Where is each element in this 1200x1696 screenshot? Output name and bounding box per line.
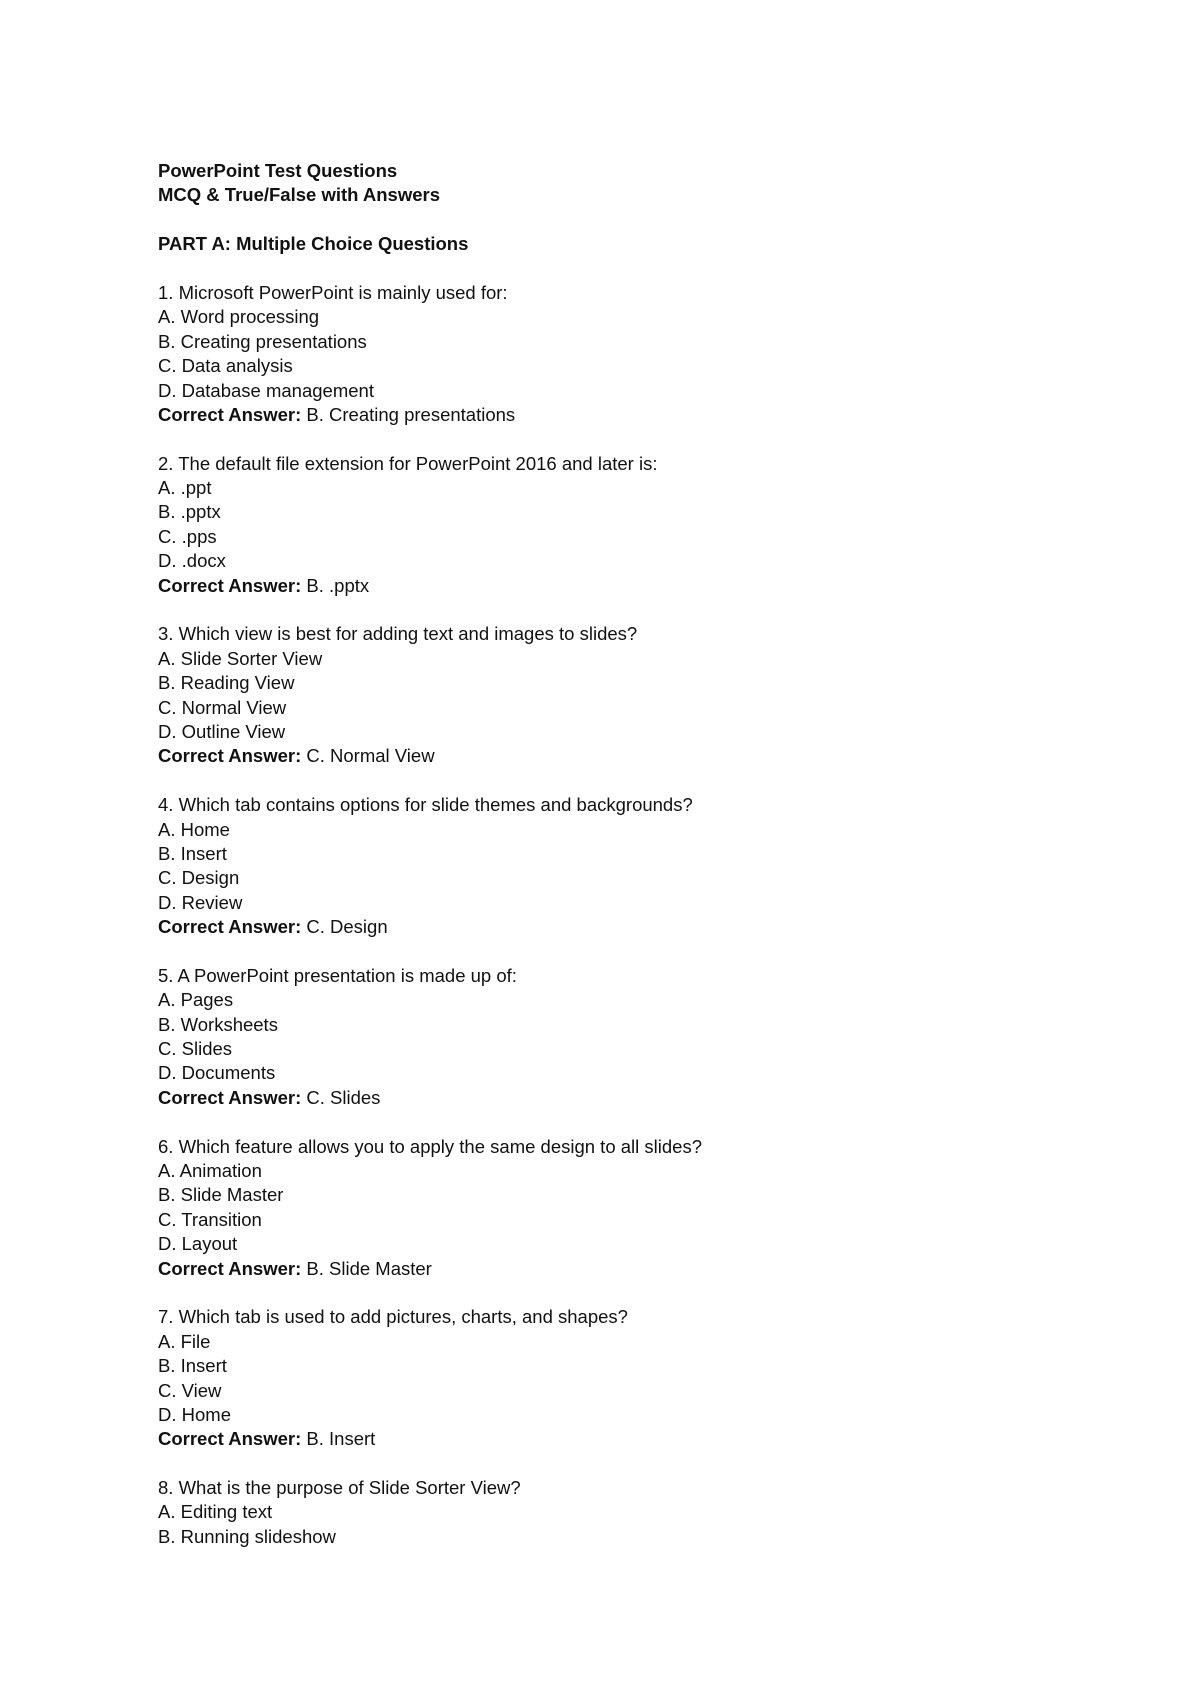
option-a: A. Home xyxy=(158,818,230,840)
option-b: B. Reading View xyxy=(158,672,295,694)
option-a: A. File xyxy=(158,1330,211,1352)
question-text: 6. Which feature allows you to apply the same design to all slides? xyxy=(158,1135,702,1157)
correct-answer xyxy=(158,403,1058,427)
question-text: 5. A PowerPoint presentation is made up of: xyxy=(158,964,517,986)
spacer xyxy=(158,427,1058,451)
option-d: D. Database management xyxy=(158,379,374,401)
answer-label: Correct Answer: xyxy=(158,916,302,938)
option-c: C. View xyxy=(158,1379,222,1401)
question-text: 3. Which view is best for adding text and images to slides? xyxy=(158,623,638,645)
correct-answer xyxy=(158,744,1058,768)
option-d: D. Layout xyxy=(158,1233,238,1255)
option-b: B. Worksheets xyxy=(158,1013,278,1035)
answer-value: B. Insert xyxy=(306,1428,376,1450)
question-1 xyxy=(158,281,1058,427)
question-text: 7. Which tab is used to add pictures, charts, and shapes? xyxy=(158,1306,628,1328)
document-title: PowerPoint Test Questions xyxy=(158,160,398,181)
answer-label: Correct Answer: xyxy=(158,1257,302,1279)
answer-value: C. Slides xyxy=(306,1086,381,1108)
question-6 xyxy=(158,1135,1058,1281)
question-text: 4. Which tab contains options for slide themes and backgrounds? xyxy=(158,794,693,816)
correct-answer xyxy=(158,1427,1058,1451)
option-d: D. Home xyxy=(158,1403,231,1425)
option-a: A. Editing text xyxy=(158,1501,273,1523)
question-text: 2. The default file extension for PowerPoint 2016 and later is: xyxy=(158,452,658,474)
option-c: C. .pps xyxy=(158,525,217,547)
answer-label: Correct Answer: xyxy=(158,574,302,596)
option-c: C. Design xyxy=(158,867,240,889)
option-c: C. Slides xyxy=(158,1038,233,1060)
document-page xyxy=(158,159,1058,1549)
option-d: D. Outline View xyxy=(158,720,286,742)
question-text: 1. Microsoft PowerPoint is mainly used for: xyxy=(158,281,508,303)
option-a: A. Slide Sorter View xyxy=(158,647,323,669)
question-5 xyxy=(158,964,1058,1110)
correct-answer xyxy=(158,915,1058,939)
option-d: D. Documents xyxy=(158,1062,276,1084)
option-a: A. Pages xyxy=(158,989,234,1011)
spacer xyxy=(158,769,1058,793)
spacer xyxy=(158,1281,1058,1305)
answer-label: Correct Answer: xyxy=(158,403,302,425)
question-4 xyxy=(158,793,1058,939)
spacer xyxy=(158,940,1058,964)
option-d: D. Review xyxy=(158,891,243,913)
option-c: C. Normal View xyxy=(158,696,287,718)
option-b: B. Insert xyxy=(158,842,227,864)
spacer xyxy=(158,208,1058,232)
correct-answer xyxy=(158,1257,1058,1281)
answer-value: B. Slide Master xyxy=(306,1257,432,1279)
answer-value: B. .pptx xyxy=(306,574,370,596)
option-a: A. .ppt xyxy=(158,477,212,499)
answer-value: C. Design xyxy=(306,916,388,938)
question-text: 8. What is the purpose of Slide Sorter View? xyxy=(158,1477,521,1499)
option-b: B. Creating presentations xyxy=(158,330,367,352)
option-b: B. Slide Master xyxy=(158,1184,284,1206)
answer-label: Correct Answer: xyxy=(158,1086,302,1108)
question-3 xyxy=(158,622,1058,768)
answer-value: C. Normal View xyxy=(306,745,435,767)
option-a: A. Animation xyxy=(158,1160,262,1182)
part-heading: PART A: Multiple Choice Questions xyxy=(158,233,469,255)
option-c: C. Data analysis xyxy=(158,355,293,377)
question-2 xyxy=(158,452,1058,598)
spacer xyxy=(158,1110,1058,1134)
answer-label: Correct Answer: xyxy=(158,745,302,767)
option-b: B. Insert xyxy=(158,1355,227,1377)
document-subtitle: MCQ & True/False with Answers xyxy=(158,184,441,206)
correct-answer xyxy=(158,574,1058,598)
option-a: A. Word processing xyxy=(158,306,320,328)
question-7 xyxy=(158,1305,1058,1451)
spacer xyxy=(158,257,1058,281)
option-c: C. Transition xyxy=(158,1208,262,1230)
spacer xyxy=(158,1452,1058,1476)
question-8 xyxy=(158,1476,1058,1549)
option-b: B. .pptx xyxy=(158,501,221,523)
option-b: B. Running slideshow xyxy=(158,1525,336,1547)
option-d: D. .docx xyxy=(158,550,226,572)
correct-answer xyxy=(158,1086,1058,1110)
answer-label: Correct Answer: xyxy=(158,1428,302,1450)
spacer xyxy=(158,598,1058,622)
answer-value: B. Creating presentations xyxy=(306,403,516,425)
